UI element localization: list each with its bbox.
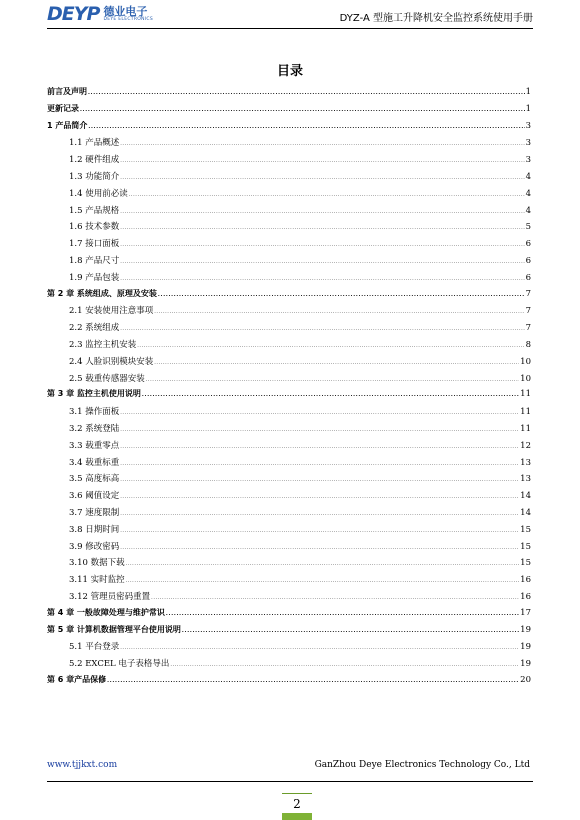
toc-dot-leader	[154, 357, 519, 367]
toc-entry-label: 3.9 修改密码	[69, 541, 120, 552]
toc-entry[interactable]	[47, 573, 531, 590]
toc-entry[interactable]	[47, 523, 531, 540]
toc-dot-leader	[120, 323, 524, 333]
toc-entry-label: 1.1 产品概述	[69, 138, 120, 149]
toc-entry-page: 14	[520, 507, 531, 518]
toc-entry-page: 19	[520, 659, 531, 670]
toc-entry-page: 16	[520, 591, 531, 602]
toc-dot-leader	[151, 592, 519, 602]
toc-entry-page: 11	[520, 389, 531, 400]
toc-dot-leader	[107, 675, 519, 684]
toc-entry-label: 3.4 载重标重	[69, 457, 120, 468]
toc-entry-page: 15	[520, 541, 531, 552]
toc-entry[interactable]	[47, 372, 531, 389]
toc-entry-page: 4	[525, 171, 531, 182]
toc-dot-leader	[120, 424, 519, 434]
toc-entry-label: 3.6 阈值设定	[69, 491, 120, 502]
toc-dot-leader	[120, 542, 519, 552]
toc-entry[interactable]	[47, 355, 531, 372]
toc-entry-page: 3	[525, 155, 531, 166]
toc-entry-label: 第 6 章产品保修	[47, 674, 107, 684]
toc-entry-page: 10	[520, 356, 531, 367]
toc-entry-page: 6	[525, 272, 531, 283]
toc-dot-leader	[158, 289, 525, 298]
table-of-contents	[47, 86, 531, 691]
toc-entry-label: 第 4 章 一般故障处理与维护常识	[47, 607, 165, 617]
toc-entry-label: 1.5 产品规格	[69, 205, 120, 216]
toc-dot-leader	[120, 138, 524, 148]
toc-entry-page: 6	[525, 255, 531, 266]
toc-entry-label: 3.7 速度限制	[69, 507, 120, 518]
toc-entry-page: 1	[525, 103, 531, 114]
toc-entry-page: 13	[520, 474, 531, 485]
toc-entry[interactable]	[47, 556, 531, 573]
toc-entry-page: 16	[520, 575, 531, 586]
toc-entry[interactable]	[47, 237, 531, 254]
toc-entry-page: 3	[525, 120, 531, 131]
toc-entry[interactable]	[47, 422, 531, 439]
toc-entry[interactable]	[47, 624, 531, 641]
toc-dot-leader	[120, 508, 519, 518]
toc-dot-leader	[120, 642, 519, 652]
toc-entry[interactable]	[47, 103, 531, 120]
toc-entry[interactable]	[47, 271, 531, 288]
toc-entry[interactable]	[47, 136, 531, 153]
toc-entry-page: 6	[525, 239, 531, 250]
logo-mark: DEYP	[47, 3, 100, 25]
toc-dot-leader	[170, 659, 519, 669]
toc-entry-label: 1.8 产品尺寸	[69, 255, 120, 266]
toc-entry-label: 2.1 安装使用注意事项	[69, 306, 154, 317]
toc-entry-label: 前言及声明	[47, 87, 87, 96]
toc-entry[interactable]	[47, 540, 531, 557]
toc-dot-leader	[88, 87, 525, 96]
page-number-accent	[282, 813, 312, 820]
toc-dot-leader	[120, 474, 519, 484]
toc-entry-label: 1.2 硬件组成	[69, 155, 120, 166]
toc-dot-leader	[120, 441, 519, 451]
toc-entry-label: 1.4 使用前必读	[69, 188, 128, 199]
toc-entry[interactable]	[47, 388, 531, 405]
toc-entry-label: 1.3 功能简介	[69, 171, 120, 182]
toc-dot-leader	[120, 206, 524, 216]
toc-entry[interactable]	[47, 304, 531, 321]
toc-entry-label: 2.2 系统组成	[69, 323, 120, 334]
toc-entry[interactable]	[47, 187, 531, 204]
toc-entry[interactable]	[47, 170, 531, 187]
toc-dot-leader	[120, 525, 519, 535]
toc-dot-leader	[182, 625, 519, 634]
toc-entry-label: 3.12 管理员密码重置	[69, 591, 151, 602]
toc-entry[interactable]	[47, 405, 531, 422]
toc-entry-page: 11	[520, 423, 531, 434]
page-header	[47, 0, 533, 28]
toc-entry[interactable]	[47, 439, 531, 456]
toc-entry-page: 12	[520, 440, 531, 451]
logo-cn-name: 德业电子	[103, 4, 148, 18]
toc-entry-page: 20	[520, 674, 531, 685]
toc-entry-page: 7	[525, 323, 531, 334]
toc-entry[interactable]	[47, 288, 531, 305]
toc-entry-label: 3.1 操作面板	[69, 407, 120, 418]
toc-entry[interactable]	[47, 153, 531, 170]
toc-entry-page: 13	[520, 457, 531, 468]
toc-dot-leader	[120, 256, 524, 266]
toc-entry[interactable]	[47, 657, 531, 674]
toc-entry-label: 3.5 高度标高	[69, 474, 120, 485]
toc-entry-label: 更新记录	[47, 103, 79, 113]
toc-dot-leader	[120, 172, 524, 182]
toc-dot-leader	[120, 239, 524, 249]
toc-entry-page: 10	[520, 373, 531, 384]
footer-company-name: GanZhou Deye Electronics Technology Co., Ltd	[314, 760, 530, 770]
toc-entry-page: 8	[525, 339, 531, 350]
toc-entry[interactable]	[47, 338, 531, 355]
toc-entry-label: 第 3 章 监控主机使用说明	[47, 389, 141, 399]
toc-entry-page: 19	[520, 624, 531, 635]
toc-dot-leader	[126, 558, 520, 568]
toc-entry[interactable]	[47, 506, 531, 523]
toc-entry[interactable]	[47, 456, 531, 473]
footer-divider	[47, 781, 533, 782]
toc-entry-label: 5.2 EXCEL 电子表格导出	[69, 659, 170, 670]
toc-entry[interactable]	[47, 472, 531, 489]
toc-entry[interactable]	[47, 204, 531, 221]
toc-entry[interactable]	[47, 674, 531, 691]
toc-entry-label: 2.5 载重传感器安装	[69, 373, 145, 384]
toc-entry[interactable]	[47, 120, 531, 137]
toc-entry-label: 3.8 日期时间	[69, 524, 120, 535]
toc-entry-page: 3	[525, 138, 531, 149]
toc-entry[interactable]	[47, 220, 531, 237]
toc-entry-page: 7	[525, 306, 531, 317]
toc-entry-page: 4	[525, 188, 531, 199]
toc-entry[interactable]	[47, 607, 531, 624]
toc-entry-label: 3.2 系统登陆	[69, 423, 120, 434]
toc-entry-label: 1.9 产品包装	[69, 272, 120, 283]
toc-entry-label: 1 产品简介	[47, 120, 88, 130]
toc-heading: 目录	[276, 64, 303, 79]
toc-dot-leader	[120, 407, 519, 417]
toc-dot-leader	[120, 273, 524, 283]
toc-entry[interactable]	[47, 489, 531, 506]
toc-entry-label: 3.3 载重零点	[69, 440, 120, 451]
toc-entry-page: 17	[520, 607, 531, 618]
company-logo	[47, 2, 153, 26]
toc-dot-leader	[137, 340, 524, 350]
toc-dot-leader	[80, 104, 525, 113]
toc-entry-label: 1.7 接口面板	[69, 239, 120, 250]
toc-dot-leader	[120, 222, 524, 232]
footer-website-link[interactable]: www.tjjkxt.com	[47, 760, 118, 770]
toc-entry-label: 第 2 章 系统组成、原理及安装	[47, 288, 157, 298]
toc-entry-page: 7	[525, 288, 531, 299]
toc-entry-label: 3.10 数据下载	[69, 558, 125, 569]
toc-dot-leader	[88, 121, 524, 130]
document-title: DYZ-A 型施工升降机安全监控系统使用手册	[339, 13, 533, 24]
toc-dot-leader	[154, 306, 524, 316]
toc-dot-leader	[142, 389, 519, 398]
toc-entry-page: 15	[520, 558, 531, 569]
toc-entry-page: 5	[525, 222, 531, 233]
logo-wordmark	[103, 6, 153, 23]
toc-entry[interactable]	[47, 640, 531, 657]
page-number: 2	[282, 793, 312, 814]
logo-en-name: DEYE ELECTRONICS	[103, 16, 154, 22]
toc-entry[interactable]	[47, 321, 531, 338]
toc-dot-leader	[120, 491, 519, 501]
toc-dot-leader	[120, 155, 524, 165]
toc-dot-leader	[129, 189, 525, 199]
toc-entry-page: 1	[525, 87, 531, 97]
toc-dot-leader	[166, 608, 519, 617]
header-divider	[47, 28, 533, 29]
toc-entry[interactable]	[47, 590, 531, 607]
toc-entry-label: 2.4 人脸识别模块安装	[69, 356, 154, 367]
toc-entry-page: 11	[520, 407, 531, 418]
toc-entry-label: 第 5 章 计算机数据管理平台使用说明	[47, 624, 181, 634]
toc-entry-label: 3.11 实时监控	[69, 575, 125, 586]
toc-entry[interactable]	[47, 86, 531, 103]
toc-entry-label: 1.6 技术参数	[69, 222, 120, 233]
toc-entry-page: 19	[520, 642, 531, 653]
toc-entry-label: 2.3 监控主机安装	[69, 339, 137, 350]
toc-dot-leader	[120, 458, 519, 468]
toc-entry-page: 14	[520, 491, 531, 502]
toc-entry-page: 4	[525, 205, 531, 216]
toc-entry-page: 15	[520, 524, 531, 535]
toc-dot-leader	[146, 374, 519, 384]
toc-dot-leader	[126, 575, 520, 585]
toc-entry-label: 5.1 平台登录	[69, 642, 120, 653]
toc-entry[interactable]	[47, 254, 531, 271]
